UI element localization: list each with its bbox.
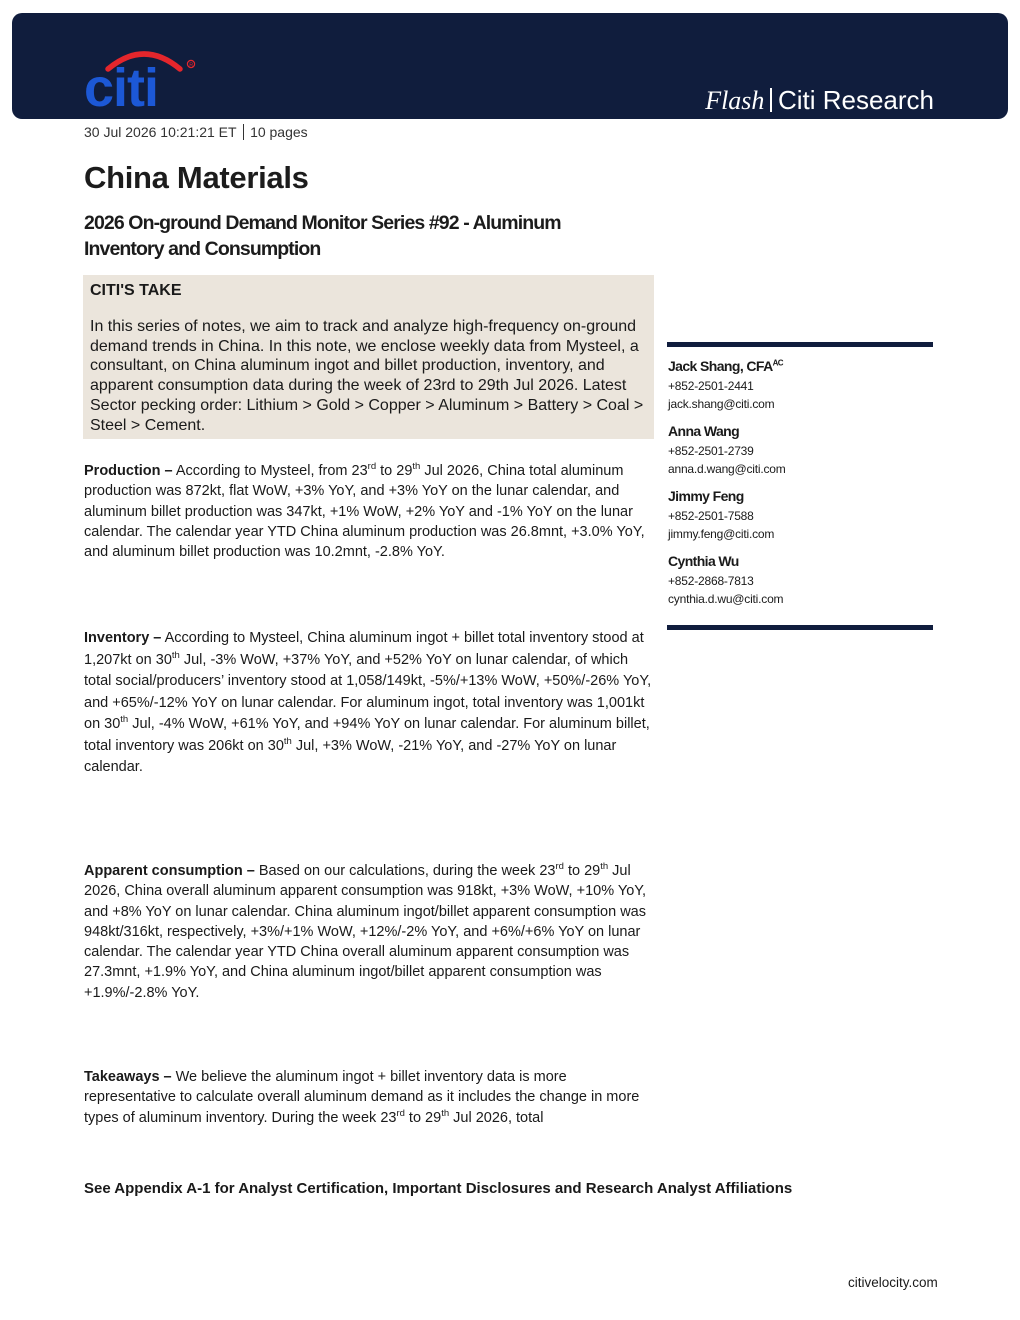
- analyst-phone: +852-2501-7588: [668, 509, 754, 523]
- consumption-label: Apparent consumption –: [84, 863, 255, 879]
- takeaways-label: Takeaways –: [84, 1069, 172, 1085]
- appendix-note: See Appendix A-1 for Analyst Certification, Important Disclosures and Research Analyst Affiliations: [84, 1180, 793, 1197]
- production-label: Production –: [84, 463, 173, 479]
- analyst-card: [668, 358, 783, 413]
- dateline: [84, 124, 308, 140]
- report-datetime: 30 Jul 2026 10:21:21 ET: [84, 124, 237, 140]
- analyst-card: [668, 553, 783, 608]
- brand-name: Citi Research: [777, 85, 934, 115]
- citis-take-body: In this series of notes, we aim to track and analyze high-frequency on-ground demand trends in China. In this note, we enclose weekly data from Mysteel, a consultant, on China aluminum ingot and billet production, inventory, and apparent consumption data during the week of 23rd to 29th Jul 2026. Latest Sector pecking order: Lithium > Gold > Copper > Aluminum > Battery > Coal > Steel > Cement.: [90, 318, 644, 434]
- flash-label: Flash: [705, 86, 765, 115]
- citis-take-box: [83, 275, 654, 439]
- flash-brand: [705, 85, 934, 116]
- brand-divider: [770, 88, 772, 112]
- analyst-email[interactable]: jack.shang@citi.com: [668, 397, 775, 411]
- analyst-email[interactable]: jimmy.feng@citi.com: [668, 527, 775, 541]
- analyst-name: Jimmy Feng: [668, 488, 744, 504]
- page-title: China Materials: [84, 160, 309, 195]
- inventory-paragraph: Inventory – According to Mysteel, China aluminum ingot + billet total inventory stood at 1,207kt on 30th Jul, -3% WoW, +37% YoY, and +52% YoY on lunar calendar, of which total social/producers’ inventory stood at 1,058/149kt, -5%/+13% WoW, +50%/-26% YoY, and +65%/-12% YoY on lunar calendar. For aluminum ingot, total inventory was 1,001kt on 30th Jul, -4% WoW, +61% YoY, and +94% YoY on lunar calendar. For aluminum billet, total inventory was 206kt on 30th Jul, +3% WoW, -21% YoY, and -27% YoY on lunar calendar.: [84, 630, 652, 775]
- citis-take-heading: CITI'S TAKE: [90, 282, 182, 299]
- analyst-email[interactable]: cynthia.d.wu@citi.com: [668, 592, 784, 606]
- analyst-top-rule: [667, 342, 933, 347]
- dateline-divider: [243, 124, 245, 140]
- analyst-email[interactable]: anna.d.wang@citi.com: [668, 462, 786, 476]
- takeaways-paragraph: Takeaways – We believe the aluminum ingot + billet inventory data is more representative to calculate overall aluminum demand as it includes the change in more types of aluminum inventory. During the week 23rd to 29th Jul 2026, total: [84, 1069, 640, 1126]
- consumption-paragraph: Apparent consumption – Based on our calculations, during the week 23rd to 29th Jul 2026, China overall aluminum apparent consumption was 918kt, +3% WoW, +10% YoY, and +8% YoY on lunar calendar. China aluminum ingot/billet apparent consumption was 948kt/316kt, respectively, +3%/+1% WoW, +12%/-2% YoY, and +6%/+6% YoY on lunar calendar. The calendar year YTD China overall aluminum apparent consumption was 27.3mnt, +1.9% YoY, and China aluminum ingot/billet apparent consumption was +1.9%/-2.8% YoY.: [84, 861, 647, 1001]
- analyst-bottom-rule: [667, 625, 933, 630]
- production-paragraph: Production – According to Mysteel, from 23rd to 29th Jul 2026, China total aluminum production was 872kt, flat WoW, +3% YoY, and +3% YoY on the lunar calendar, and aluminum billet production was 347kt, +1% WoW, +2% YoY and -1% YoY on the lunar calendar. The calendar year YTD China aluminum production was 26.8mnt, +3.0% YoY, and aluminum billet production was 10.2mnt, -2.8% YoY.: [84, 461, 645, 561]
- analyst-card: [668, 423, 786, 478]
- analyst-phone: +852-2501-2441: [668, 379, 754, 393]
- analyst-phone: +852-2868-7813: [668, 574, 754, 588]
- analyst-name: Cynthia Wu: [668, 553, 739, 569]
- svg-text:R: R: [189, 62, 194, 69]
- report-subtitle: 2026 On-ground Demand Monitor Series #92 - Aluminum Inventory and Consumption: [84, 212, 561, 260]
- analyst-name: Anna Wang: [668, 423, 740, 439]
- analyst-card: [668, 488, 774, 543]
- analyst-name: Jack Shang, $CFA^{AC}$: [668, 358, 783, 374]
- logo-text: citi: [84, 58, 159, 115]
- inventory-label: Inventory –: [84, 630, 162, 646]
- page-count: 10 pages: [250, 124, 308, 140]
- footer-url[interactable]: citivelocity.com: [848, 1275, 938, 1290]
- analyst-cert: AC: [772, 358, 783, 368]
- citi-logo: [82, 45, 202, 115]
- header-banner: [12, 13, 1008, 119]
- analyst-phone: +852-2501-2739: [668, 444, 754, 458]
